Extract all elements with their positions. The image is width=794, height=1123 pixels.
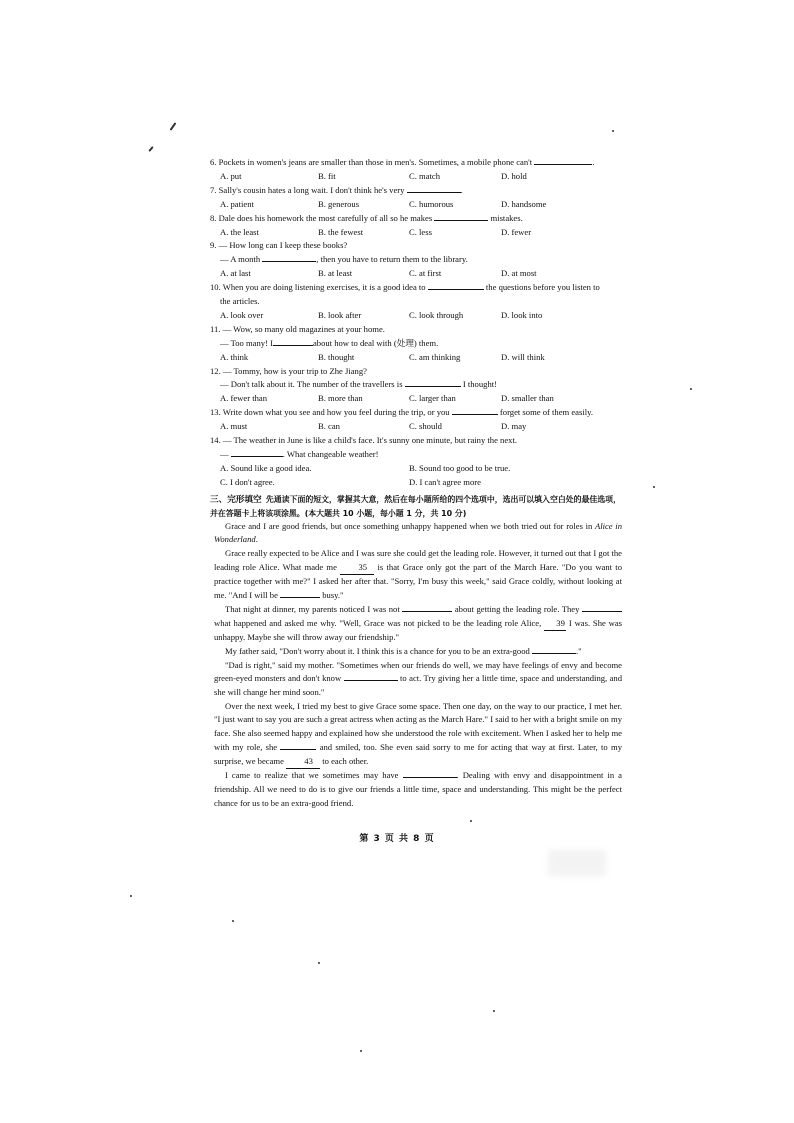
options-13 [210,420,622,434]
blank-36 [280,589,320,598]
answer-blank [428,281,484,290]
option-b: B. Sound too good to be true. [409,462,511,473]
passage-paragraph-1: Grace and I are good friends, but once something unhappy happened when we both tried out for roles in Alice in Wonderland. [214,520,622,545]
answer-blank [273,337,313,346]
option-d: D. hold [501,170,527,181]
options-10 [210,309,622,323]
passage-paragraph-7: I came to realize that we sometimes may have . Dealing with envy and disappointment in a friendship. All we need to do is to give our friends a little time, space and understanding. This might be the perfect chance for us to be an extra-good friend. [214,770,622,808]
question-14: 14. — The weather in June is like a child's face. It's sunny one minute, but rainy the next. [210,435,518,445]
scan-mark [690,388,692,390]
option-a: A. patient [220,198,254,209]
question-6: 6. Pockets in women's jeans are smaller than those in men's. Sometimes, a mobile phone can't . [210,157,595,167]
page-footer: 第 3 页 共 8 页 [359,834,435,844]
option-d: D. handsome [501,198,547,209]
option-c: C. am thinking [409,351,461,362]
option-b: B. look after [318,309,362,320]
option-c: C. humorous [409,198,454,209]
options-7 [210,198,622,212]
option-c: C. larger than [409,393,456,404]
passage-paragraph-4: My father said, "Don't worry about it. I think this is a chance for you to be an extra-good ." [225,645,582,656]
question-8: 8. Dale does his homework the most carefully of all so he makes mistakes. [210,212,523,223]
blank-35: 35 [340,561,374,576]
question-11-line2: — Too many! I about how to deal with (处理) them. [220,337,439,348]
scan-mark [148,146,153,152]
answer-blank [407,184,461,193]
blank-42 [280,741,316,750]
option-c: C. at first [409,268,442,279]
blank-43: 43 [286,755,320,770]
answer-blank [231,448,283,457]
option-c: C. less [409,226,432,237]
options-11 [210,351,622,365]
blank-44 [403,769,457,778]
option-b: B. generous [318,198,360,209]
options-6 [210,170,622,184]
question-9: 9. — How long can I keep these books? [210,240,348,251]
answer-blank [534,156,592,165]
blank-38 [582,603,622,612]
options-14-row2 [210,476,622,490]
question-11: 11. — Wow, so many old magazines at your home. [210,323,385,334]
option-a: A. look over [220,309,264,320]
option-a: A. think [220,351,249,362]
scan-mark [170,122,177,131]
scan-mark [130,895,132,897]
question-12: 12. — Tommy, how is your trip to Zhe Jiang? [210,365,367,376]
option-a: A. at last [220,268,251,279]
option-c: C. match [409,170,441,181]
passage-paragraph-2: Grace really expected to be Alice and I was sure she could get the leading role. However, it turned out that I got the leading role Alice. What made me 35 is that Grace only got the part of the March Hare. "Do you want to practice together with me?" I asked her after that. "Sorry, I'm busy this week," said Grace coldly, without looking at me. "And I will be busy." [214,548,622,601]
option-a: A. Sound like a good idea. [220,462,312,473]
question-10: 10. When you are doing listening exercises, it is a good idea to the questions before you listen to [210,282,600,293]
options-8 [210,226,622,240]
option-d: D. may [501,421,527,432]
answer-blank [452,406,498,415]
answer-blank [434,212,488,221]
scan-mark [318,962,320,964]
answer-blank [262,253,316,262]
question-14-line2: — . What changeable weather! [220,448,379,459]
option-a: A. fewer than [220,393,268,404]
scan-mark [653,486,655,488]
options-14-row1 [210,462,622,476]
passage-paragraph-6: Over the next week, I tried my best to give Grace some space. Then one day, on the way to our practice, I met her. "I just want to say you are such a great actress when acting as the March Hare." I said to her with a bright smile on my face. She also seemed happy and explained how she understood the role with excitement. When I asked her to help me with my role, she and smiled, too. She even said sorry to me for acting that way at first. Later, to my surprise, we became 43 to each other. [214,700,622,770]
option-a: A. put [220,170,242,181]
blank-40 [532,645,576,654]
question-9-line2: — A month , then you have to return them to the library. [220,254,468,265]
option-c: C. I don't agree. [220,476,275,487]
passage-paragraph-3: That night at dinner, my parents noticed I was not about getting the leading role. They what happened and asked me why. "Well, Grace was not picked to be the leading role Alice, 39 I was. She was unhappy. Maybe she will throw away our friendship." [214,603,623,643]
question-10-cont: the articles. [220,296,260,306]
option-b: B. can [318,421,340,432]
section-heading: 三、完形填空 先通读下面的短文，掌握其大意，然后在每小题所给的四个选项中，选出可以填入空白处的最佳选项，并在答题卡上将该项涂黑。(本大题共 10 小题，每小题 1 分，共 10 分) [210,494,621,518]
options-12 [210,392,622,406]
scan-mark [470,820,472,822]
option-c: C. look through [409,309,464,320]
scan-mark [612,130,614,132]
scan-mark [360,1050,362,1052]
option-b: B. the fewest [318,226,364,237]
option-a: A. must [220,421,248,432]
scan-smudge [548,850,606,876]
blank-41 [344,672,398,681]
question-12-line2: — Don't talk about it. The number of the travellers is I thought! [220,379,497,390]
option-d: D. will think [501,351,545,362]
option-d: D. at most [501,268,537,279]
option-b: B. more than [318,393,363,404]
question-7: 7. Sally's cousin hates a long wait. I don't think he's very . [210,184,463,195]
answer-blank [405,378,461,387]
option-a: A. the least [220,226,259,237]
scan-mark [493,1010,495,1012]
option-b: B. thought [318,351,355,362]
option-b: B. fit [318,170,336,181]
option-d: D. I can't agree more [409,476,481,487]
option-d: D. fewer [501,226,532,237]
scan-mark [232,920,234,922]
question-13: 13. Write down what you see and how you feel during the trip, or you forget some of them easily. [210,407,593,418]
passage-paragraph-5: "Dad is right," said my mother. "Sometimes when our friends do well, we may have feelings of envy and become green-eyed monsters and don't know to act. Try giving her a little time, space and understanding, and she will change her mind soon." [214,659,623,698]
option-d: D. smaller than [501,393,554,404]
blank-39: 39 [544,617,566,632]
blank-37 [402,603,452,612]
options-9 [210,267,622,281]
option-b: B. at least [318,268,353,279]
exam-page [210,156,622,810]
option-d: D. look into [501,309,543,320]
option-c: C. should [409,421,442,432]
